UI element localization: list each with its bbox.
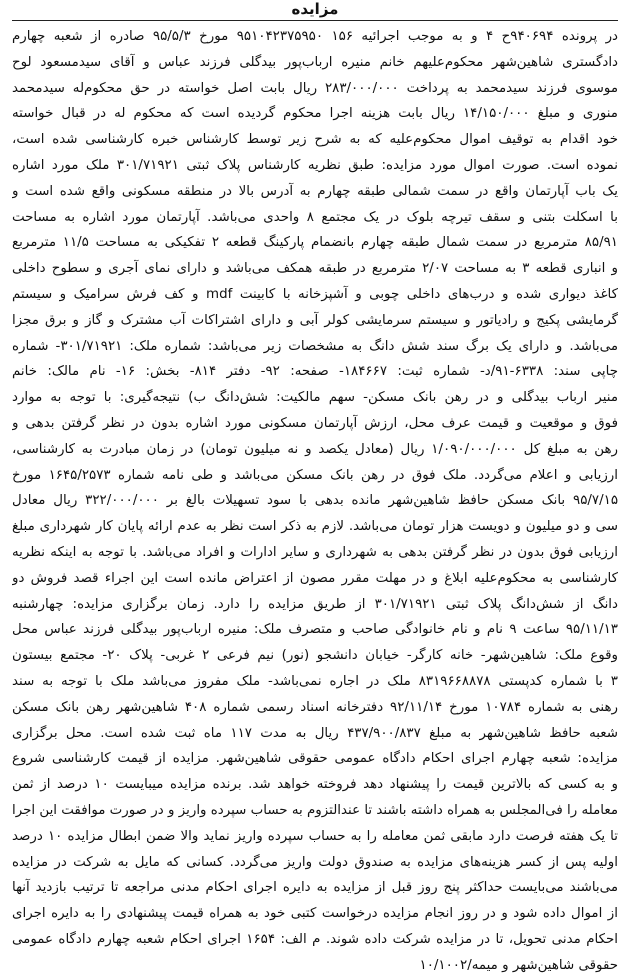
- notice-body: [12, 24, 618, 978]
- notice-line: کاغذ دیواری شده و درب‌های داخلی چوبی و آشپزخانه با کابینت mdf و کف فرش سرامیک و سیستم: [12, 286, 618, 302]
- notice-line: در پرونده ۹۴۰۶۹۴ح ۴ و به موجب اجرائیه ۱۵۶ ۹۵۱۰۴۲۳۷۵۹۵۰ مورخ ۹۵/۵/۳ صادره از شعبه چهارم: [12, 29, 618, 44]
- notice-line: معامله را فی‌المجلس به همراه داشته باشند تا عندالتزوم به حساب سپرده واریز و در صورت موافقت این اجرا: [12, 802, 618, 818]
- notice-line: ارزیابی فوق بدون در نظر گرفتن بدهی به شهرداری و سایر ادارات و افراد می‌باشد. با توجه به اینکه نظریه: [12, 544, 618, 560]
- notice-line: یک باب آپارتمان واقع در سمت شمالی طبقه چهارم به آدرس بالا در منطقه مسکونی واقع شده است و: [12, 183, 618, 199]
- notice-line: ارزیابی و اعلام می‌گردد. ملک فوق در رهن بانک مسکن می‌باشد و طی نامه شماره ۱۶۴۵/۲۵۷۳ مورخ: [12, 467, 618, 483]
- notice-line: چاپی سند: ۶۳۳۸-۹۱/د- شماره ثبت: ۱۸۴۶۶۷- صفحه: ۹۲- دفتر ۸۱۴- بخش: ۱۶- نام مالک: خانم: [12, 364, 618, 380]
- title-divider: [12, 20, 618, 21]
- notice-line: گرمایشی پکیج و رادیاتور و سیستم سرمایشی کولر آبی و دارای اشتراکات آب مشترک و گاز و برق مجزا: [12, 312, 618, 328]
- notice-line: تا یک هفته فرصت دارد مابقی ثمن معامله را به حساب سپرده واریز نماید والا ضمن ابطال مزایده ۱۰ درصد: [12, 828, 618, 844]
- notice-line: سی و دو میلیون و دویست هزار تومان می‌باشد. لازم به ذکر است نظر به عدم ارائه پایان کار شهرداری مبلغ: [12, 519, 618, 535]
- notice-line: می‌باشد. و دارای یک برگ سند شش دانگ به مشخصات زیر می‌باشد: شماره ملک: ۳۰۱/۷۱۹۲۱- شماره: [12, 338, 618, 354]
- notice-line: و به کسی که بالاترین قیمت را پیشنهاد دهد فروخته خواهد شد. برنده مزایده میبایست ۱۰ درصد از ثمن: [12, 777, 618, 793]
- notice-line: با اسکلت بتنی و سقف تیرچه بلوک در یک مجتمع ۸ واحدی می‌باشد. آپارتمان مورد اشاره به مساحت: [12, 209, 618, 225]
- notice-line: مزایده: شعبه چهارم اجرای احکام دادگاه عمومی حقوقی شاهین‌شهر. مزایده از قیمت کارشناسی شروع: [12, 751, 618, 767]
- notice-line: ۳ با شماره کدپستی ۸۳۱۹۶۶۸۸۷۸ ملک در اجاره نمی‌باشد- ملک مفروز می‌باشد ملک با توجه به سند: [12, 673, 618, 689]
- notice-line: فوق و موقعیت و قیمت عرف محل، ارزش آپارتمان مسکونی مورد اشاره بدون در نظر گرفتن بدهی و: [12, 415, 618, 431]
- notice-title: مزایده: [291, 0, 339, 18]
- notice-line: حقوقی شاهین‌شهر و میمه/۱۰/۱۰۰۲: [419, 957, 618, 973]
- notice-line: کارشناسی به محکوم‌علیه ابلاغ و در مهلت مقرر مصون از اعتراض مانده است این اجراء قصد فروش دو: [12, 570, 618, 586]
- notice-line: رهن به مبلغ کل ۱/۰۹۰/۰۰۰/۰۰۰ ریال (معادل یکصد و نه میلیون تومان) در زمان مبادرت به کارشناسی،: [12, 441, 618, 457]
- notice-line: وقوع ملک: شاهین‌شهر- خانه کارگر- خیابان دانشجو (نور) نیم فرعی ۲ غربی- پلاک ۲۰- مجتمع بیستون: [12, 648, 618, 664]
- notice-line: دادگستری شاهین‌شهر محکوم‌علیهم خانم منیره ارباب‌پور بیدگلی فرزند عباس و آقای سیدمسعود لوح: [12, 54, 618, 70]
- notice-line: احکام مدنی تحویل، تا در مزایده شرکت داده شوند. م الف: ۱۶۵۴ اجرای احکام شعبه چهارم دادگاه عمومی: [12, 931, 618, 947]
- notice-line: خود اقدام به توقیف اموال محکوم‌علیه که به شرح زیر توسط کارشناس خبره کارشناسی شده است،: [12, 132, 618, 148]
- notice-line: ۹۵/۱۱/۱۳ ساعت ۹ نام و نام خانوادگی صاحب و متصرف ملک: منیره ارباب‌پور بیدگلی فرزند عباس محل: [12, 622, 618, 638]
- notice-line: دانگ از شش‌دانگ پلاک ثبتی ۳۰۱/۷۱۹۲۱ از طریق مزایده را دارد. زمان برگزاری مزایده: چهارشنبه: [12, 596, 618, 612]
- notice-line: ۸۵/۹۱ مترمربع در سمت شمال طبقه چهارم بانضمام پارکینگ قطعه ۲ تفکیکی به مساحت ۱۱/۵ مترمربع: [12, 235, 618, 251]
- notice-line: می‌باشند می‌بایست حداکثر پنج روز قبل از مزایده به دایره اجرای احکام مدنی مراجعه تا ترتیب بازدید آنها: [12, 880, 618, 896]
- notice-line: رهنی به شماره ۱۰۷۸۴ مورخ ۹۲/۱۱/۱۴ دفترخانه اسناد رسمی شماره ۴۰۸ شاهین‌شهر رهن بانک مسکن: [12, 699, 618, 715]
- notice-line: اولیه پس از کسر هزینه‌های مزایده به صندوق دولت واریز می‌گردد. کسانی که مایل به شرکت در مزایده: [12, 854, 618, 870]
- notice-line: نموده است. صورت اموال مورد مزایده: طبق نظریه کارشناس پلاک ثبتی ۳۰۱/۷۱۹۲۱ ملک مورد اشاره: [12, 157, 618, 173]
- notice-line: و انباری قطعه ۳ به مساحت ۲/۰۷ مترمربع در طبقه همکف می‌باشد و دارای نمای آجری و سطوح داخلی: [12, 261, 618, 277]
- notice-line: از اموال داده شود و در روز انجام مزایده درخواست کتبی خود به همراه قیمت پیشنهادی را به دایره اجرای: [12, 906, 618, 922]
- notice-line: شعبه حافظ شاهین‌شهر به مبلغ ۴۳۷/۹۰۰/۸۳۷ ریال به مدت ۱۱۷ ماه ثبت شده است. محل برگزاری: [12, 725, 618, 741]
- notice-line: موسوی فرزند سیدمحمد به پرداخت ۲۸۳/۰۰۰/۰۰۰ ریال بابت اصل خواسته در حق محکوم‌له سیدمحمد: [12, 80, 618, 96]
- notice-line: منیر ارباب بیدگلی و در رهن بانک مسکن- سهم مالکیت: شش‌دانگ ب) نتیجه‌گیری: با توجه به موارد: [12, 390, 618, 406]
- notice-line: منوری و مبلغ ۱۴/۱۵۰/۰۰۰ ریال بابت هزینه اجرا محکوم گردیده است که محکوم له در قبال خواسته: [12, 106, 618, 122]
- notice-line: ۹۵/۷/۱۵ بانک مسکن حافظ شاهین‌شهر مانده بدهی با سود تسهیلات بالغ بر ۳۲۲/۰۰۰/۰۰۰ ریال معادل: [12, 493, 618, 509]
